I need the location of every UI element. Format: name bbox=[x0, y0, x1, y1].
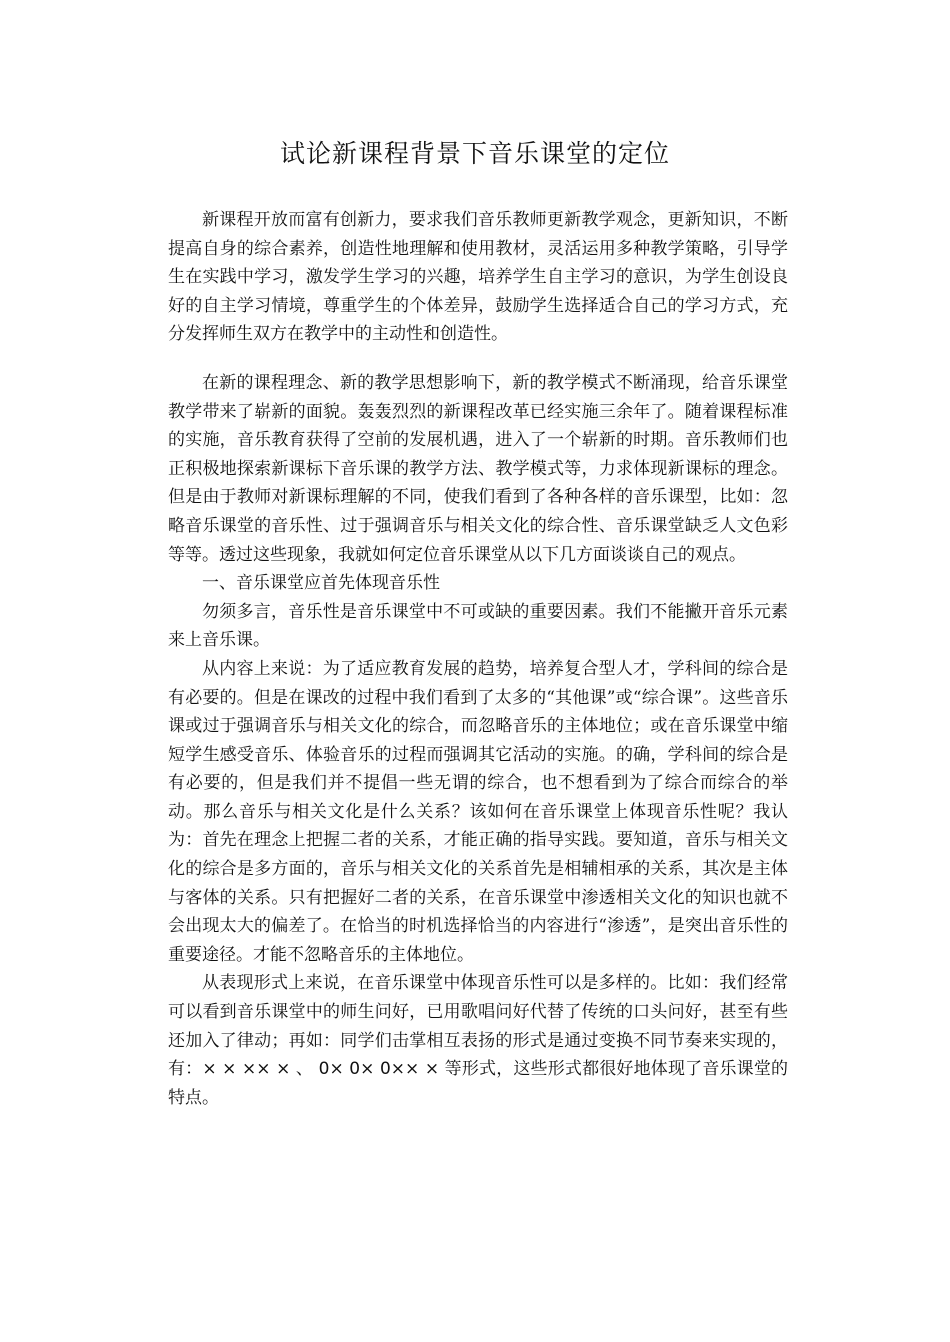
paragraph-musicality: 勿须多言，音乐性是音乐课堂中不可或缺的重要因素。我们不能撇开音乐元素来上音乐课。 bbox=[168, 601, 788, 651]
paragraph-form-text: 从表现形式上来说，在音乐课堂中体现音乐性可以是多样的。比如：我们经常可以看到音乐课堂中的师生问好，已用歌唱问好代替了传统的口头问好，甚至有些还加入了律动；再如：同学们击掌相互表扬的形式是通过变换不同节奏来实现的，有： bbox=[168, 973, 788, 1080]
paragraph-background: 在新的课程理念、新的教学思想影响下，新的教学模式不断涌现，给音乐课堂教学带来了崭新的面貌。轰轰烈烈的新课程改革已经实施三余年了。随着课程标准的实施，音乐教育获得了空前的发展机遇，进入了一个崭新的时期。音乐教师们也正积极地探索新课标下音乐课的教学方法、教学模式等，力求体现新课标的理念。但是由于教师对新课标理解的不同，使我们看到了各种各样的音乐课型，比如：忽略音乐课堂的音乐性、过于强调音乐与相关文化的综合性、音乐课堂缺乏人文色彩等等。透过这些现象，我就如何定位音乐课堂从以下几方面谈谈自己的观点。 bbox=[168, 372, 788, 565]
paragraph-form-ending: 等形式，这些形式都很好地体现了音乐课堂的特点。 bbox=[168, 1059, 789, 1108]
paragraph-content: 从内容上来说：为了适应教育发展的趋势，培养复合型人才，学科间的综合是有必要的。但是在课改的过程中我们看到了太多的“其他课”或“综合课”。这些音乐课或过于强调音乐与相关文化的综合，而忽略音乐的主体地位；或在音乐课堂中缩短学生感受音乐、体验音乐的过程而强调其它活动的实施。的确，学科间的综合是有必要的，但是我们并不提倡一些无谓的综合，也不想看到为了综合而综合的举动。那么音乐与相关文化是什么关系？该如何在音乐课堂上体现音乐性呢？我认为：首先在理念上把握二者的关系，才能正确的指导实践。要知道，音乐与相关文化的综合是多方面的，音乐与相关文化的关系首先是相辅相承的关系，其次是主体与客体的关系。只有把握好二者的关系，在音乐课堂中渗透相关文化的知识也就不会出现太大的偏差了。在恰当的时机选择恰当的内容进行“渗透”，是突出音乐性的重要途径。才能不忽略音乐的主体地位。 bbox=[168, 658, 788, 965]
document-body bbox=[168, 206, 788, 1112]
rhythm-patterns: × × ×× × 、 0× 0× 0×× × bbox=[202, 1059, 440, 1080]
paragraph-intro: 新课程开放而富有创新力，要求我们音乐教师更新教学观念，更新知识，不断提高自身的综合素养，创造性地理解和使用教材，灵活运用多种教学策略，引导学生在实践中学习，激发学生学习的兴趣，培养学生自主学习的意识，为学生创设良好的自主学习情境，尊重学生的个体差异，鼓励学生选择适合自己的学习方式，充分发挥师生双方在教学中的主动性和创造性。 bbox=[168, 210, 788, 345]
document-title: 试论新课程背景下音乐课堂的定位 bbox=[279, 139, 670, 168]
paragraph-form bbox=[168, 969, 788, 1112]
section-heading: 一、音乐课堂应首先体现音乐性 bbox=[202, 573, 440, 594]
